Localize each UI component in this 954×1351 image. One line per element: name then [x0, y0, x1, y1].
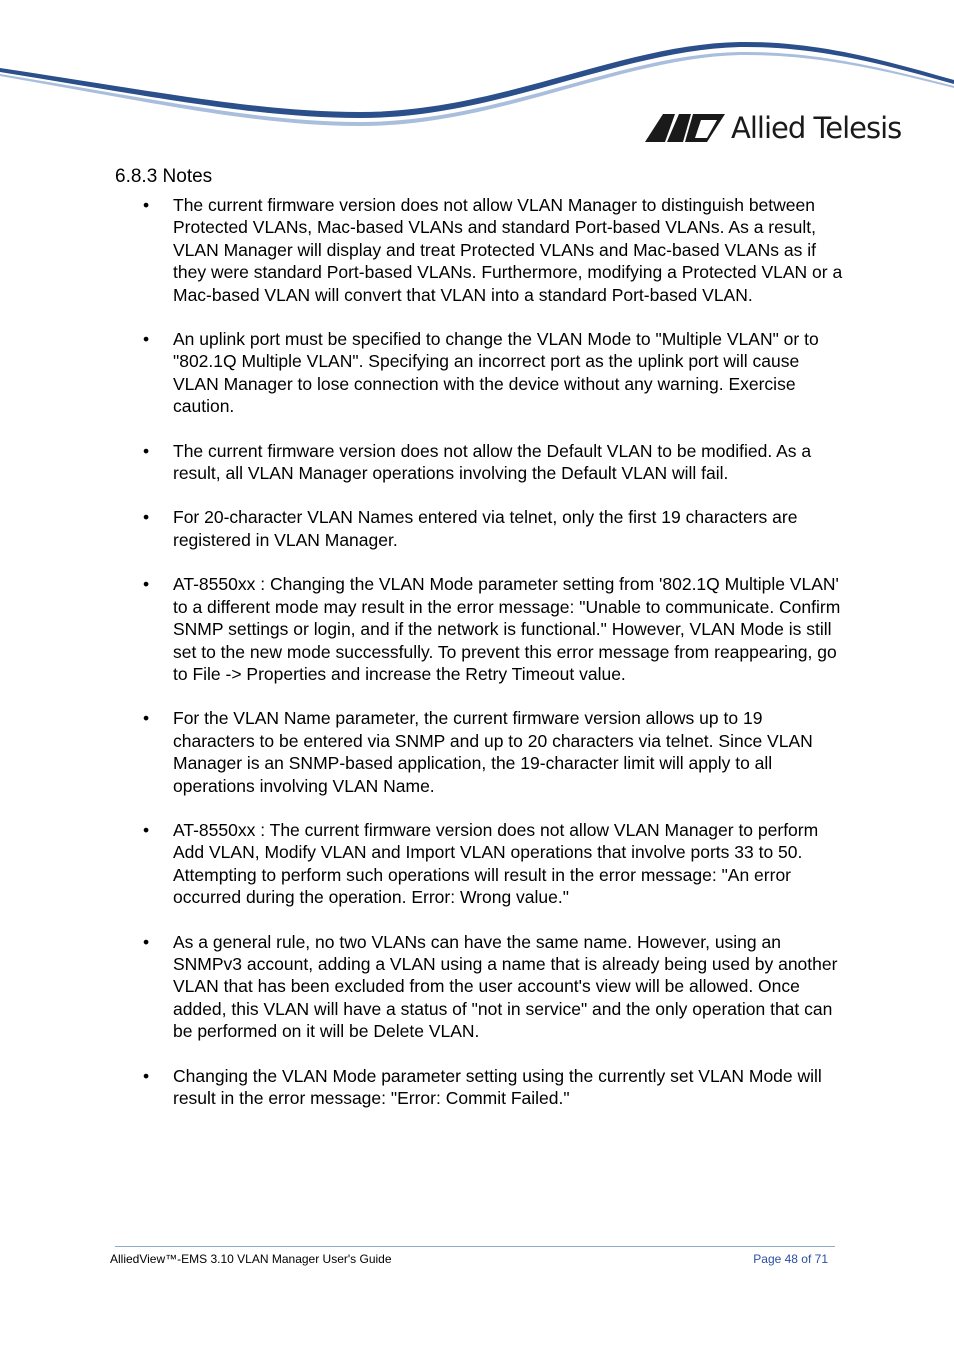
allied-telesis-logo	[645, 108, 901, 148]
note-text: For the VLAN Name parameter, the current firmware version allows up to 19 characters to be entered via SNMP and up to 20 characters via telnet. Since VLAN Manager is an SNMP-based application, the 19-character limit will apply to all operations involving VLAN Name.	[173, 708, 813, 796]
note-text: AT-8550xx : The current firmware version does not allow VLAN Manager to perform Add VLAN, Modify VLAN and Import VLAN operations that involve ports 33 to 50. Attempting to perform such operations will result in the error message: "An error occurred during the operation. Error: Wrong value."	[173, 819, 819, 908]
note-item	[115, 194, 845, 306]
footer-page-number: Page 48 of 71	[753, 1252, 828, 1266]
note-text: The current firmware version does not allow the Default VLAN to be modified. As a result, all VLAN Manager operations involving the Default VLAN will fail.	[173, 440, 812, 484]
bullet: •	[143, 931, 150, 952]
bullet: •	[143, 1065, 150, 1086]
note-item	[115, 573, 845, 685]
note-text: The current firmware version does not allow VLAN Manager to distinguish between Protected VLANs, Mac-based VLANs and standard Port-based VLANs. As a result, VLAN Manager will display and treat Protected VLANs and Mac-based VLANs as if they were standard Port-based VLANs. Furthermore, modifying a Protected VLAN or a Mac-based VLAN will convert that VLAN into a standard Port-based VLAN.	[173, 195, 843, 305]
note-item	[115, 819, 845, 909]
note-item	[115, 328, 845, 418]
bullet: •	[143, 195, 150, 215]
note-item	[115, 931, 845, 1043]
logo-wordmark: Allied Telesis	[731, 111, 902, 145]
bullet: •	[143, 507, 150, 528]
footer-document-title: AlliedView™-EMS 3.10 VLAN Manager User's Guide	[110, 1252, 392, 1266]
bullet: •	[143, 708, 150, 729]
bullet: •	[143, 819, 150, 840]
note-text: Changing the VLAN Mode parameter setting using the currently set VLAN Mode will result in the error message: "Error: Commit Failed."	[173, 1065, 822, 1108]
note-text: As a general rule, no two VLANs can have the same name. However, using an SNMPv3 account, adding a VLAN using a name that is already being used by another VLAN that has been excluded from the user account's view will be allowed. Once added, this VLAN will have a status of "not in service" and the only operation that can be performed on it will be Delete VLAN.	[173, 931, 838, 1042]
note-text: An uplink port must be specified to change the VLAN Mode to "Multiple VLAN" or to "802.1Q Multiple VLAN". Specifying an incorrect port as the uplink port will cause VLAN Manager to lose connection with the device without any warning. Exercise caution.	[173, 329, 819, 417]
note-text: For 20-character VLAN Names entered via telnet, only the first 19 characters are registered in VLAN Manager.	[173, 507, 798, 550]
bullet: •	[143, 329, 150, 350]
bullet: •	[143, 574, 150, 595]
note-item	[115, 506, 845, 551]
note-text: AT-8550xx : Changing the VLAN Mode parameter setting from '802.1Q Multiple VLAN' to a different mode may result in the error message: "Unable to communicate. Confirm SNMP settings or login, and if the network is functional." However, VLAN Mode is still set to the new mode successfully. To prevent this error message from reappearing, go to File -> Properties and increase the Retry Timeout value.	[173, 574, 841, 684]
allied-telesis-logo-mark-icon	[645, 112, 725, 144]
section-heading: 6.8.3 Notes	[115, 166, 213, 187]
note-item	[115, 440, 845, 485]
notes-list	[115, 194, 845, 1131]
note-item	[115, 707, 845, 797]
note-item	[115, 1065, 845, 1110]
footer-divider	[115, 1246, 835, 1247]
bullet: •	[143, 440, 150, 461]
